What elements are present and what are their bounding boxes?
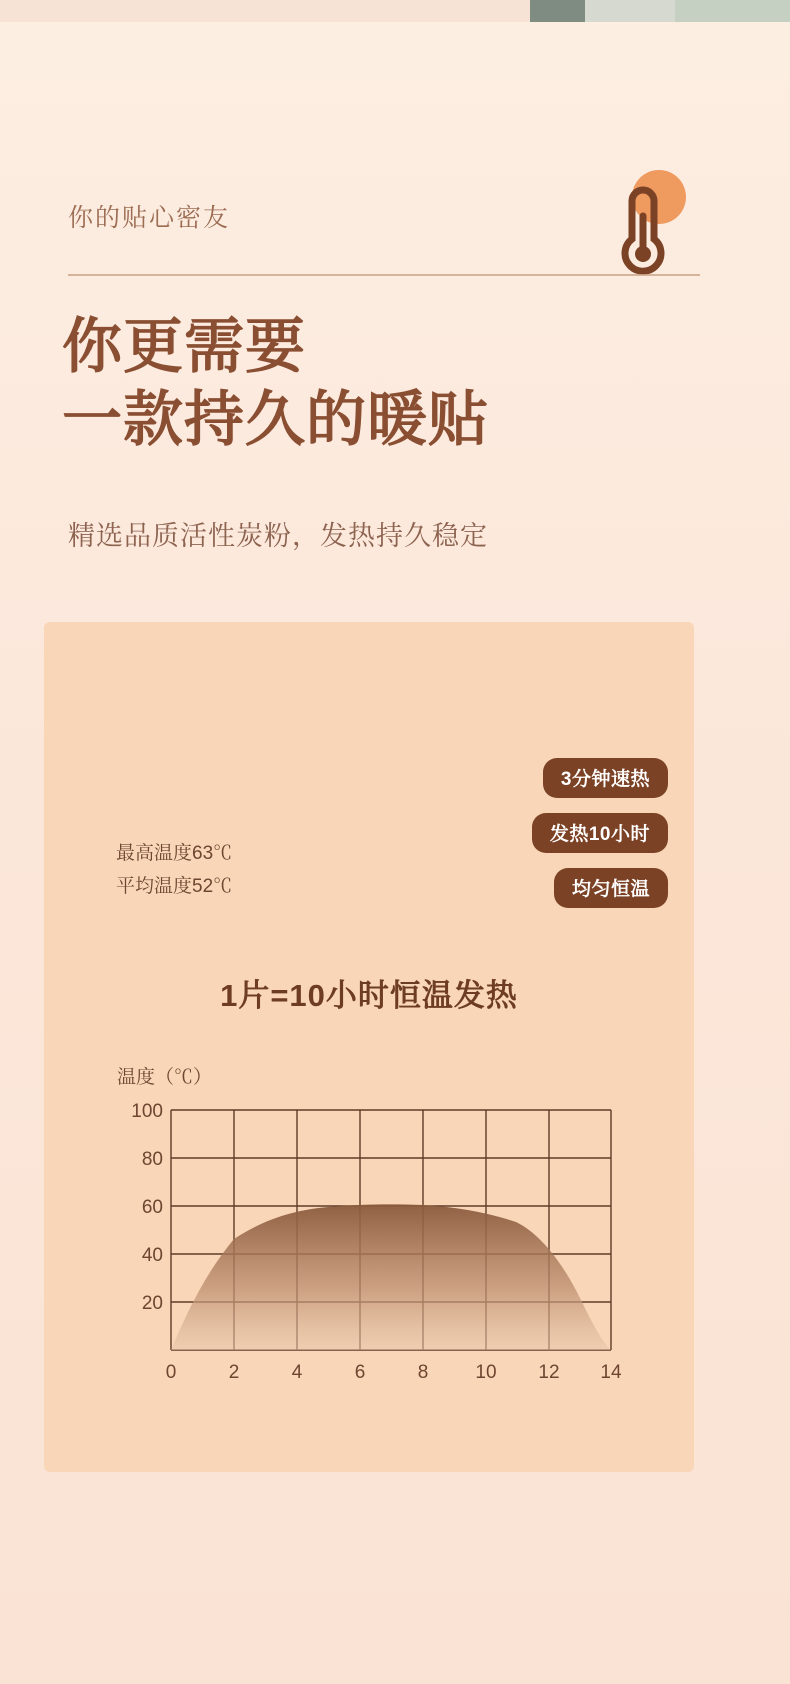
svg-text:80: 80	[141, 1149, 163, 1170]
y-axis-label: 温度（℃）	[117, 1067, 213, 1088]
page-body	[0, 22, 790, 1684]
page-title	[62, 310, 742, 456]
strip-segment-4	[675, 0, 790, 22]
feature-pill-list	[532, 758, 668, 908]
headline-line-1: 你更需要	[62, 313, 306, 380]
svg-text:20: 20	[141, 1293, 163, 1314]
top-color-strip	[0, 0, 790, 22]
avg-temperature-label: 平均温度52℃	[116, 876, 233, 898]
feature-pill-even-temp: 均匀恒温	[554, 868, 668, 908]
thermometer-icon	[599, 170, 694, 280]
svg-text:2: 2	[228, 1362, 240, 1383]
x-tick-labels	[166, 1362, 622, 1383]
svg-text:14: 14	[600, 1362, 622, 1383]
strip-segment-1	[0, 0, 530, 22]
chart-title: 1片=10小时恒温发热	[220, 978, 518, 1013]
strip-segment-3	[585, 0, 675, 22]
header-divider	[68, 274, 700, 276]
svg-text:40: 40	[141, 1245, 163, 1266]
header-row	[68, 170, 722, 290]
temperature-readout	[116, 837, 232, 904]
svg-text:12: 12	[538, 1362, 560, 1383]
temperature-chart	[116, 1100, 636, 1400]
svg-text:4: 4	[291, 1362, 303, 1383]
chart-svg	[116, 1100, 636, 1400]
svg-text:10: 10	[475, 1362, 497, 1383]
y-tick-labels	[131, 1101, 163, 1314]
bottom-spacer	[0, 1472, 790, 1684]
kicker-text: 你的贴心密友	[68, 204, 231, 232]
subheading: 精选品质活性炭粉，发热持久稳定	[68, 521, 488, 551]
feature-pill-fast-heat: 3分钟速热	[543, 758, 668, 798]
svg-text:60: 60	[141, 1197, 163, 1218]
svg-text:100: 100	[131, 1101, 163, 1122]
svg-text:8: 8	[417, 1362, 429, 1383]
headline-line-2: 一款持久的暖贴	[62, 386, 489, 454]
feature-pill-duration: 发热10小时	[532, 813, 668, 853]
svg-text:6: 6	[354, 1362, 366, 1383]
chart-area-series	[171, 1204, 611, 1350]
thermometer-glyph	[613, 182, 673, 282]
svg-text:0: 0	[165, 1362, 177, 1383]
feature-card	[44, 622, 694, 1472]
max-temperature-label: 最高温度63℃	[116, 843, 233, 864]
strip-segment-2	[530, 0, 585, 22]
